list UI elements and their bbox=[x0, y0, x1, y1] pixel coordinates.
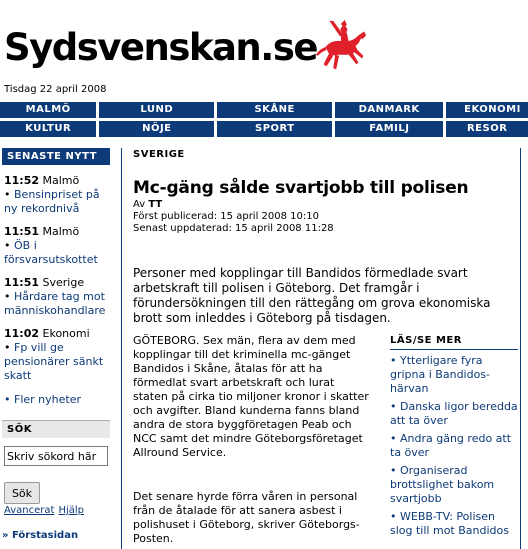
news-item bbox=[2, 174, 110, 216]
byline-author: TT bbox=[148, 199, 163, 210]
nav-item-lund[interactable]: LUND bbox=[99, 102, 214, 118]
bullet-icon: • bbox=[4, 393, 14, 406]
nav-item-familj[interactable]: FAMILJ bbox=[335, 121, 443, 137]
news-place: Malmö bbox=[42, 225, 80, 238]
bullet-icon: • bbox=[390, 354, 400, 367]
search-button[interactable]: Sök bbox=[4, 482, 40, 504]
article-section[interactable]: SVERIGE bbox=[133, 149, 185, 160]
latest-news-heading: SENASTE NYTT bbox=[2, 148, 110, 165]
left-sidebar bbox=[2, 148, 110, 549]
nav-item-resor[interactable]: RESOR bbox=[446, 121, 528, 137]
related-heading: LÄS/SE MER bbox=[390, 335, 518, 350]
bullet-icon: • bbox=[390, 400, 400, 413]
related-link[interactable]: Danska ligor beredda att ta över bbox=[390, 400, 518, 427]
column-divider-right bbox=[520, 148, 521, 549]
search-links bbox=[4, 505, 88, 516]
nav-item-kultur[interactable]: KULTUR bbox=[0, 121, 96, 137]
bullet-icon: • bbox=[390, 432, 400, 445]
news-link[interactable]: ÖB i försvarsutskottet bbox=[4, 239, 98, 266]
related-link[interactable]: Andra gäng redo att ta över bbox=[390, 432, 512, 459]
red-rider-icon bbox=[312, 18, 370, 76]
bullet-icon: • bbox=[390, 464, 400, 477]
news-time: 11:51 bbox=[4, 225, 40, 238]
related-item[interactable] bbox=[390, 510, 518, 538]
nav-item-malmo[interactable]: MALMÖ bbox=[0, 102, 96, 118]
site-header bbox=[0, 0, 528, 98]
article-body bbox=[133, 334, 371, 546]
related-link[interactable]: Ytterligare fyra gripna i Bandidos-härvan bbox=[390, 354, 491, 395]
byline-prefix: Av bbox=[133, 199, 146, 210]
related-articles bbox=[390, 335, 518, 538]
news-time: 11:51 bbox=[4, 276, 40, 289]
more-news-link[interactable] bbox=[2, 393, 110, 406]
body-paragraph: GÖTEBORG. Sex män, flera av dem med kopplingar till det kriminella mc-gänget Bandidos i Skåne, åtalas för att ha förmedlat svart arbetskraft och lurat staten på cirka tio miljoner kronor i skatter och avgifter. Bland kunderna fanns bland andra de stora byggföretagen Peab och NCC samt det mindre Göteborgsföretaget Allround Service. bbox=[133, 334, 369, 459]
column-divider bbox=[121, 148, 122, 549]
frontpage-label[interactable]: Förstasidan bbox=[11, 530, 79, 541]
updated-date: Senast uppdaterad: 15 april 2008 11:28 bbox=[133, 223, 334, 234]
related-item[interactable] bbox=[390, 464, 518, 506]
related-link[interactable]: Organiserad brottslighet bakom svartjobb bbox=[390, 464, 495, 505]
related-item[interactable] bbox=[390, 432, 518, 460]
main-nav-row-2 bbox=[0, 121, 528, 137]
bullet-icon: • bbox=[4, 188, 14, 201]
news-time: 11:52 bbox=[4, 174, 40, 187]
nav-item-ekonomi[interactable]: EKONOMI bbox=[446, 102, 528, 118]
related-item[interactable] bbox=[390, 354, 518, 396]
frontpage-link[interactable] bbox=[2, 530, 78, 541]
date-label: Tisdag 22 april 2008 bbox=[4, 84, 107, 95]
body-paragraph: Det senare hyrde förra våren in personal från de åtalade för att sanera asbest i polishuset i Göteborg, skriver Göteborgs-Posten. bbox=[133, 490, 360, 545]
site-logo[interactable]: Sydsvenskan.se bbox=[4, 26, 317, 69]
article-headline: Mc-gäng sålde svartjobb till polisen bbox=[133, 178, 469, 198]
nav-item-skane[interactable]: SKÅNE bbox=[217, 102, 332, 118]
news-item bbox=[2, 327, 110, 383]
double-chevron-icon: » bbox=[2, 530, 12, 541]
published-date: Först publicerad: 15 april 2008 10:10 bbox=[133, 211, 319, 222]
bullet-icon: • bbox=[4, 239, 14, 252]
bullet-icon: • bbox=[4, 341, 14, 354]
article-byline bbox=[133, 199, 517, 211]
search-input[interactable] bbox=[4, 446, 108, 466]
news-link[interactable]: Bensinpriset på ny rekordnivå bbox=[4, 188, 100, 215]
related-item[interactable] bbox=[390, 400, 518, 428]
news-item bbox=[2, 276, 110, 318]
search-heading: SÖK bbox=[2, 420, 110, 438]
nav-item-noje[interactable]: NÖJE bbox=[99, 121, 214, 137]
bullet-icon: • bbox=[4, 290, 14, 303]
news-place: Sverige bbox=[42, 276, 85, 289]
news-item bbox=[2, 225, 110, 267]
news-place: Ekonomi bbox=[42, 327, 90, 340]
advanced-search-link[interactable]: Avancerat bbox=[4, 505, 55, 516]
bullet-icon: • bbox=[390, 510, 400, 523]
article-ingress: Personer med kopplingar till Bandidos förmedlade svart arbetskraft till polisen i Göteborg. Det framgår i förundersökningen till den rättegång om grova ekonomiska brott som inleddes i Göteborg på tisdagen. bbox=[133, 266, 491, 325]
main-nav-row-1 bbox=[0, 102, 528, 118]
news-link[interactable]: Hårdare tag mot människohandlare bbox=[4, 290, 106, 317]
news-link[interactable]: Fp vill ge pensionärer sänkt skatt bbox=[4, 341, 104, 382]
help-link[interactable]: Hjälp bbox=[58, 505, 85, 516]
nav-item-sport[interactable]: SPORT bbox=[217, 121, 332, 137]
related-link[interactable]: WEBB-TV: Polisen slog till mot Bandidos bbox=[390, 510, 509, 537]
more-news-label[interactable]: Fler nyheter bbox=[14, 393, 81, 406]
nav-item-danmark[interactable]: DANMARK bbox=[335, 102, 443, 118]
news-time: 11:02 bbox=[4, 327, 40, 340]
news-place: Malmö bbox=[42, 174, 80, 187]
